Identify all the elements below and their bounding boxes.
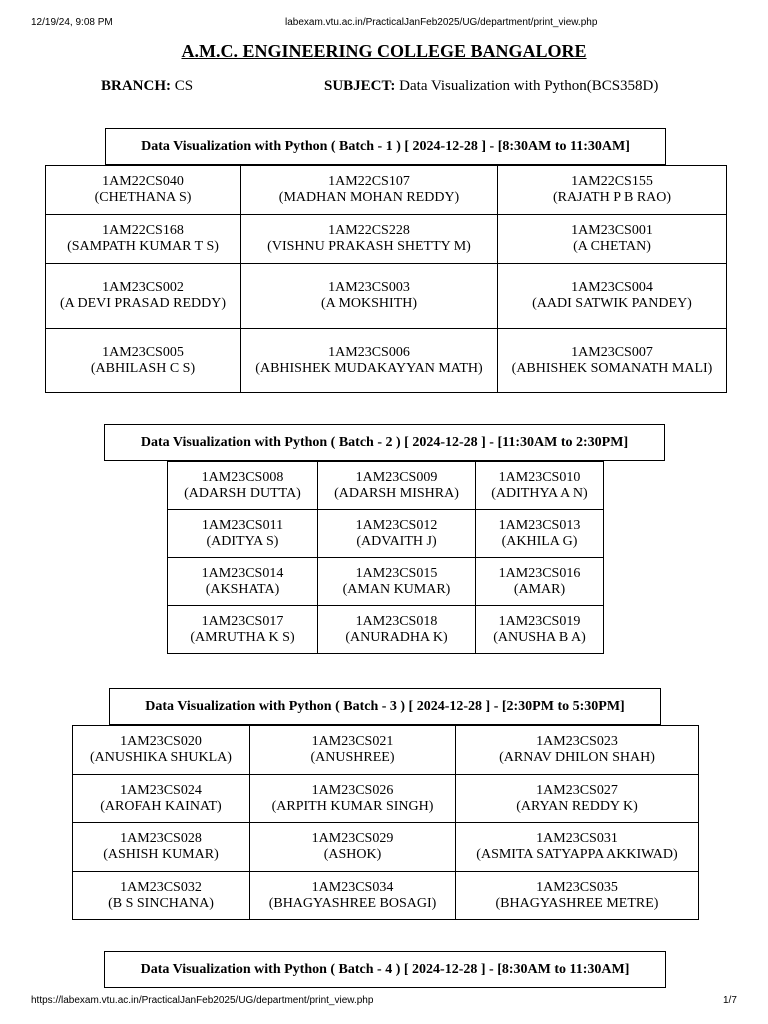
student-cell: [476, 558, 604, 606]
student-name: (B S SINCHANA): [108, 895, 214, 911]
student-usn: 1AM23CS029: [311, 831, 394, 846]
student-name: (ABHISHEK SOMANATH MALI): [511, 360, 713, 376]
table-row: [46, 166, 727, 215]
subject-label: SUBJECT:: [324, 78, 396, 94]
student-cell: [168, 606, 318, 654]
student-usn: 1AM23CS032: [120, 879, 202, 895]
student-usn: 1AM23CS016: [498, 565, 581, 581]
student-usn: 1AM23CS010: [498, 469, 581, 485]
table-row: [46, 264, 727, 329]
student-cell: [73, 775, 250, 823]
batch-4-heading: Data Visualization with Python ( Batch - 4 ) [ 2024-12-28 ] - [8:30AM to 11:30AM]: [104, 951, 666, 988]
table-row: [73, 726, 699, 775]
subject-info: [324, 78, 658, 95]
student-usn: 1AM23CS021: [311, 734, 394, 749]
student-name: (ASMITA SATYAPPA AKKIWAD): [476, 847, 678, 862]
print-page-title: labexam.vtu.ac.in/PracticalJanFeb2025/UG/department/print_view.php: [285, 17, 598, 28]
student-usn: 1AM23CS031: [536, 831, 618, 846]
table-row: [73, 775, 699, 823]
student-usn: 1AM23CS019: [498, 613, 581, 629]
student-name: (AKHILA G): [501, 533, 578, 549]
table-row: [73, 823, 699, 872]
student-name: (ARYAN REDDY K): [516, 798, 638, 814]
student-usn: 1AM22CS168: [102, 223, 184, 238]
student-name: (RAJATH P B RAO): [552, 190, 672, 205]
student-name: (ADITYA S): [206, 533, 279, 549]
branch-label: BRANCH:: [101, 78, 171, 94]
student-name: (ARNAV DHILON SHAH): [499, 750, 655, 765]
student-name: (ABHISHEK MUDAKAYYAN MATH): [255, 360, 483, 376]
print-footer-url: https://labexam.vtu.ac.in/PracticalJanFeb2025/UG/department/print_view.php: [31, 995, 374, 1006]
student-cell: [498, 329, 727, 393]
table-row: [46, 329, 727, 393]
student-cell: [73, 872, 250, 920]
student-usn: 1AM23CS001: [571, 223, 653, 238]
student-usn: 1AM23CS007: [571, 344, 653, 360]
student-cell: [241, 329, 498, 393]
student-name: (MADHAN MOHAN REDDY): [278, 190, 460, 205]
batch-2-heading: Data Visualization with Python ( Batch - 2 ) [ 2024-12-28 ] - [11:30AM to 2:30PM]: [104, 424, 665, 461]
student-cell: [476, 462, 604, 510]
student-cell: [498, 264, 727, 329]
student-cell: [241, 264, 498, 329]
student-name: (ADVAITH J): [356, 533, 437, 549]
student-usn: 1AM23CS018: [355, 613, 438, 629]
student-usn: 1AM23CS008: [201, 469, 284, 485]
table-row: [73, 872, 699, 920]
student-usn: 1AM22CS155: [571, 174, 653, 189]
student-cell: [318, 558, 476, 606]
branch-info: [101, 78, 193, 95]
student-cell: [498, 166, 727, 215]
student-name: (SAMPATH KUMAR T S): [67, 239, 219, 254]
student-name: (CHETHANA S): [94, 190, 192, 205]
student-usn: 1AM23CS002: [102, 280, 184, 295]
student-cell: [168, 462, 318, 510]
student-cell: [73, 823, 250, 872]
student-name: (ANUSHREE): [310, 750, 395, 765]
student-cell: [46, 264, 241, 329]
student-cell: [241, 215, 498, 264]
student-cell: [46, 329, 241, 393]
student-cell: [250, 775, 456, 823]
student-cell: [168, 558, 318, 606]
student-name: (A MOKSHITH): [320, 296, 418, 311]
student-usn: 1AM23CS028: [120, 831, 202, 846]
student-name: (A CHETAN): [573, 239, 651, 254]
batch-3-heading: Data Visualization with Python ( Batch - 3 ) [ 2024-12-28 ] - [2:30PM to 5:30PM]: [109, 688, 661, 725]
student-cell: [456, 775, 699, 823]
student-name: (ASHISH KUMAR): [103, 847, 219, 862]
student-name: (BHAGYASHREE BOSAGI): [268, 895, 437, 911]
student-name: (A DEVI PRASAD REDDY): [59, 296, 227, 311]
student-cell: [241, 166, 498, 215]
student-name: (ANURADHA K): [345, 629, 448, 645]
student-cell: [456, 726, 699, 775]
table-row: [46, 215, 727, 264]
table-row: [168, 606, 604, 654]
student-cell: [476, 606, 604, 654]
student-usn: 1AM23CS034: [311, 879, 394, 895]
student-usn: 1AM23CS023: [536, 734, 618, 749]
student-usn: 1AM23CS024: [120, 782, 202, 798]
student-cell: [73, 726, 250, 775]
student-name: (ARPITH KUMAR SINGH): [271, 798, 434, 814]
subject-value: Data Visualization with Python(BCS358D): [399, 78, 659, 94]
student-usn: 1AM23CS026: [311, 782, 394, 798]
student-cell: [250, 726, 456, 775]
student-cell: [498, 215, 727, 264]
student-usn: 1AM23CS020: [120, 734, 202, 749]
student-name: (AKSHATA): [205, 581, 280, 597]
student-name: (ANUSHA B A): [493, 629, 586, 645]
student-usn: 1AM23CS012: [355, 517, 438, 533]
student-usn: 1AM23CS014: [201, 565, 284, 581]
table-row: [168, 510, 604, 558]
student-usn: 1AM23CS003: [328, 280, 410, 295]
student-name: (ADITHYA A N): [491, 485, 588, 501]
student-name: (AMAN KUMAR): [342, 581, 451, 597]
batch-3-table: [72, 725, 699, 920]
student-usn: 1AM23CS004: [571, 280, 653, 295]
student-name: (ADARSH MISHRA): [334, 485, 459, 501]
student-name: (ASHOK): [323, 847, 382, 862]
college-title: A.M.C. ENGINEERING COLLEGE BANGALORE: [181, 41, 587, 61]
student-cell: [250, 823, 456, 872]
student-cell: [318, 606, 476, 654]
print-datetime: 12/19/24, 9:08 PM: [31, 17, 113, 28]
batch-1-table: [45, 165, 727, 393]
student-name: (ADARSH DUTTA): [184, 485, 301, 501]
branch-value: CS: [174, 78, 194, 94]
student-name: (AROFAH KAINAT): [100, 798, 222, 814]
student-usn: 1AM22CS040: [102, 174, 184, 189]
batch-1-heading: Data Visualization with Python ( Batch - 1 ) [ 2024-12-28 ] - [8:30AM to 11:30AM]: [105, 128, 666, 165]
student-usn: 1AM23CS017: [201, 613, 284, 629]
student-cell: [46, 215, 241, 264]
student-name: (AMAR): [513, 581, 566, 597]
student-usn: 1AM23CS009: [355, 469, 438, 485]
student-name: (AMRUTHA K S): [190, 629, 295, 645]
student-usn: 1AM23CS006: [328, 344, 410, 360]
student-name: (ABHILASH C S): [90, 360, 196, 376]
student-cell: [456, 872, 699, 920]
student-usn: 1AM23CS011: [201, 517, 284, 533]
student-cell: [168, 510, 318, 558]
student-cell: [46, 166, 241, 215]
batch-2-table: [167, 461, 604, 654]
student-usn: 1AM23CS013: [498, 517, 581, 533]
student-usn: 1AM23CS027: [536, 782, 618, 798]
student-name: (BHAGYASHREE METRE): [495, 895, 659, 911]
student-cell: [476, 510, 604, 558]
table-row: [168, 462, 604, 510]
student-cell: [456, 823, 699, 872]
student-cell: [318, 462, 476, 510]
student-usn: 1AM23CS015: [355, 565, 438, 581]
print-page-number: 1/7: [723, 995, 737, 1006]
student-cell: [318, 510, 476, 558]
student-name: (VISHNU PRAKASH SHETTY M): [267, 239, 471, 254]
table-row: [168, 558, 604, 606]
student-name: (ANUSHIKA SHUKLA): [90, 750, 232, 765]
student-usn: 1AM23CS005: [102, 344, 184, 360]
student-usn: 1AM22CS107: [328, 174, 410, 189]
student-name: (AADI SATWIK PANDEY): [532, 296, 692, 311]
student-cell: [250, 872, 456, 920]
student-usn: 1AM23CS035: [536, 879, 618, 895]
student-usn: 1AM22CS228: [328, 223, 410, 238]
